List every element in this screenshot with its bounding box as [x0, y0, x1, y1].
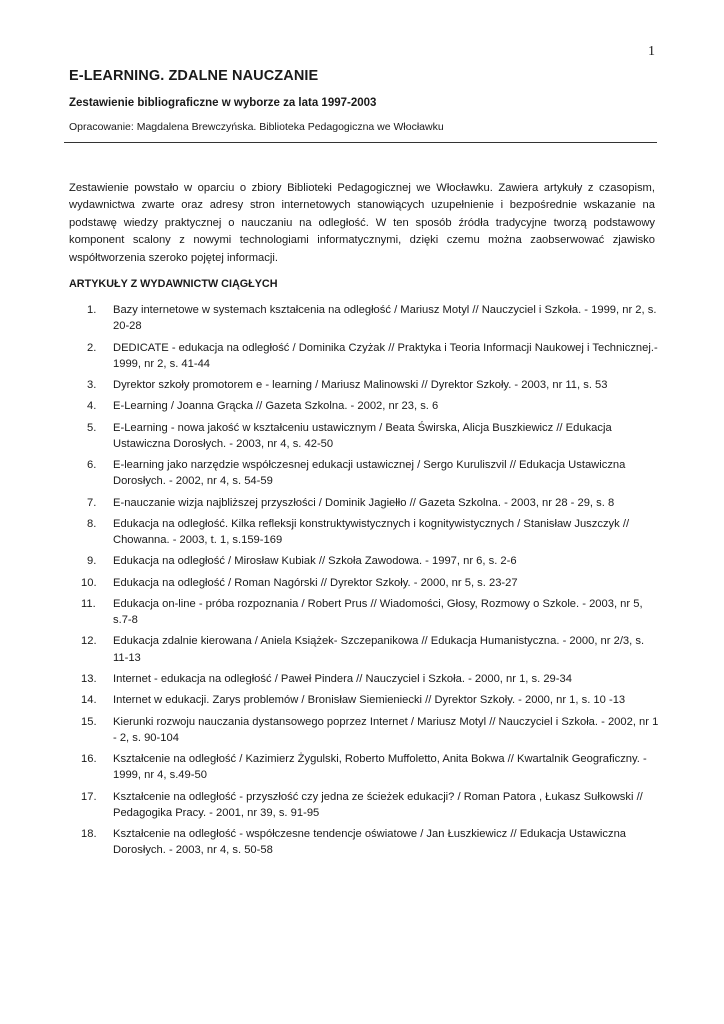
bibliography-entry [69, 398, 659, 414]
entry-text: Kierunki rozwoju nauczania dystansowego poprzez Internet / Mariusz Motyl // Nauczyciel i Szkoła. - 2002, nr 1 - 2, s. 90-104 [113, 715, 659, 744]
page-number: 1 [648, 44, 655, 59]
entry-text: Kształcenie na odległość - współczesne tendencje oświatowe / Jan Łuszkiewicz // Edukacja Ustawiczna Dorosłych. - 2003, nr 4, s. 50-58 [113, 828, 627, 857]
entry-text: Internet - edukacja na odległość / Paweł Pindera // Nauczyciel i Szkoła. - 2000, nr 1, s. 29-34 [113, 672, 572, 685]
entry-number: 14. [81, 694, 97, 707]
bibliography-entry [69, 826, 659, 858]
document-subtitle: Zestawienie bibliograficzne w wyborze za lata 1997-2003 [69, 97, 377, 109]
entry-number: 7. [87, 496, 97, 509]
entry-text: Kształcenie na odległość - przyszłość czy jedna ze ścieżek edukacji? / Roman Patora , Łukasz Sułkowski // Pedagogika Pracy. - 2001, nr 39, s. 91-95 [113, 790, 643, 819]
bibliography-entry [69, 302, 659, 334]
entry-number: 3. [87, 379, 97, 391]
bibliography-entry [69, 377, 659, 393]
entry-text: E-Learning - nowa jakość w kształceniu ustawicznym / Beata Świrska, Alicja Buszkiewicz // Edukacja Ustawiczna Dorosłych. - 2003, nr 4, s. 42-50 [113, 421, 612, 450]
author-line: Opracowanie: Magdalena Brewczyńska. Biblioteka Pedagogiczna we Włocławku [69, 121, 444, 133]
intro-paragraph: Zestawienie powstało w oparciu o zbiory Biblioteki Pedagogicznej we Włocławku. Zawiera artykuły z czasopism, wydawnictwa zwarte oraz adresy stron internetowych stanowiących uzupełnienie i bezpośrednie wskazanie na podstawę wiedzy praktycznej o nauczaniu na odległość. W ten sposób źródła tradycyjne tworzą podstawowy komponent scalony z nowymi technologiami informatycznymi, dzięki czemu można zaobserwować zjawisko współtworzenia szeroko pojętej informacji. [69, 182, 655, 264]
bibliography-entry [69, 633, 659, 665]
bibliography-entry [69, 340, 659, 372]
entry-number: 8. [87, 517, 97, 530]
bibliography-entry [69, 457, 659, 489]
bibliography-entry [69, 495, 659, 511]
entry-text: Dyrektor szkoły promotorem e - learning / Mariusz Malinowski // Dyrektor Szkoły. - 2003, nr 11, s. 53 [113, 379, 608, 391]
entry-number: 2. [87, 341, 97, 354]
entry-text: Edukacja zdalnie kierowana / Aniela Książek- Szczepanikowa // Edukacja Humanistyczna. - 2000, nr 2/3, s. 11-13 [113, 635, 645, 664]
entry-number: 17. [81, 790, 97, 803]
entry-number: 16. [81, 753, 97, 766]
entry-text: Kształcenie na odległość / Kazimierz Żygulski, Roberto Muffoletto, Anita Bokwa // Kwartalnik Geograficzny. - 1999, nr 4, s.49-50 [113, 753, 647, 782]
entry-text: E-nauczanie wizja najbliższej przyszłości / Dominik Jagiełło // Gazeta Szkolna. - 2003, nr 28 - 29, s. 8 [113, 496, 615, 509]
entry-number: 15. [81, 715, 97, 728]
entry-number: 6. [87, 459, 97, 472]
entry-number: 18. [81, 828, 97, 841]
entry-text: Internet w edukacji. Zarys problemów / Bronisław Siemieniecki // Dyrektor Szkoły. - 2000, nr 1, s. 10 -13 [113, 694, 626, 707]
bibliography-entry [69, 789, 659, 821]
entry-number: 11. [81, 597, 96, 610]
bibliography-entry [69, 516, 659, 548]
bibliography-entry [69, 692, 659, 708]
bibliography-entry [69, 671, 659, 687]
entry-number: 13. [81, 672, 97, 685]
entry-number: 12. [81, 635, 97, 648]
entry-text: Bazy internetowe w systemach kształcenia na odległość / Mariusz Motyl // Nauczyciel i Szkoła. - 1999, nr 2, s. 20-28 [113, 304, 657, 333]
entry-text: Edukacja na odległość. Kilka refleksji konstruktywistycznych i kognitywistycznych / Stanisław Juszczyk // Chowanna. - 2003, t. 1, s.159-169 [113, 517, 630, 547]
section-heading: ARTYKUŁY Z WYDAWNICTW CIĄGŁYCH [69, 278, 278, 290]
bibliography-entry [69, 420, 659, 452]
bibliography-list [69, 302, 659, 864]
entry-number: 9. [87, 555, 97, 568]
bibliography-entry [69, 596, 659, 628]
entry-number: 1. [87, 304, 97, 316]
entry-text: DEDICATE - edukacja na odległość / Dominika Czyżak // Praktyka i Teoria Informacji Naukowej i Technicznej.- 1999, nr 2, s. 41-44 [113, 341, 658, 370]
entry-text: E-learning jako narzędzie współczesnej edukacji ustawicznej / Sergo Kuruliszvil // Edukacja Ustawiczna Dorosłych. - 2002, nr 4, s. 54-59 [113, 459, 626, 488]
entry-number: 10. [81, 576, 97, 589]
bibliography-entry [69, 751, 659, 783]
entry-number: 4. [87, 400, 97, 413]
bibliography-entry [69, 553, 659, 569]
entry-number: 5. [87, 421, 97, 434]
entry-text: Edukacja on-line - próba rozpoznania / Robert Prus // Wiadomości, Głosy, Rozmowy o Szkole. - 2003, nr 5, s.7-8 [113, 597, 643, 627]
header-divider [64, 142, 657, 143]
entry-text: Edukacja na odległość / Mirosław Kubiak // Szkoła Zawodowa. - 1997, nr 6, s. 2-6 [113, 555, 517, 568]
entry-text: Edukacja na odległość / Roman Nagórski // Dyrektor Szkoły. - 2000, nr 5, s. 23-27 [113, 576, 518, 589]
bibliography-entry [69, 714, 659, 746]
document-title: E-LEARNING. ZDALNE NAUCZANIE [69, 68, 319, 84]
entry-text: E-Learning / Joanna Grącka // Gazeta Szkolna. - 2002, nr 23, s. 6 [113, 400, 439, 413]
bibliography-entry [69, 575, 659, 591]
